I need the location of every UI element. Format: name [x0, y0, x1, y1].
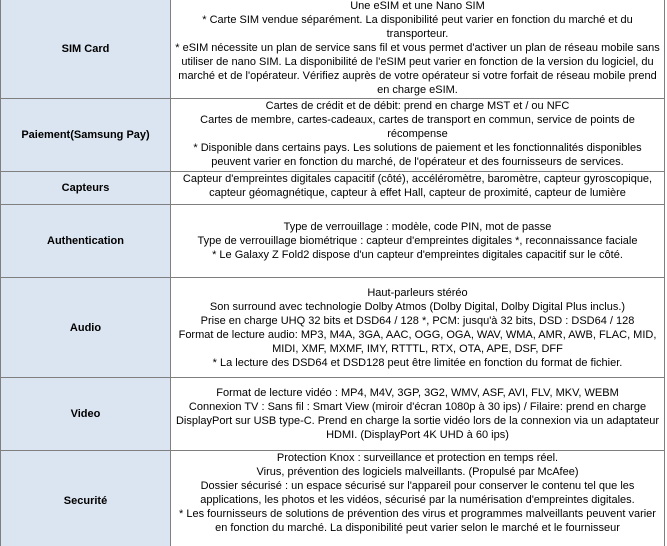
spec-value — [171, 172, 665, 205]
spec-line: Format de lecture audio: MP3, M4A, 3GA, AAC, OGG, OGA, WAV, WMA, AMR, AWB, FLAC, MID, MIDI, XMF, MXMF, IMY, RTTTL, RTX, OTA, APE, DSF, DFF — [178, 328, 657, 355]
spec-line: Haut-parleurs stéréo — [367, 286, 468, 299]
spec-label: Capteurs — [1, 172, 171, 205]
spec-label: Video — [1, 378, 171, 451]
spec-line: Cartes de membre, cartes-cadeaux, cartes de transport en commun, service de points de récompense — [200, 114, 635, 140]
spec-line: * Carte SIM vendue séparément. La disponibilité peut varier en fonction du marché et du transporteur. — [202, 14, 633, 40]
spec-line: Son surround avec technologie Dolby Atmos (Dolby Digital, Dolby Digital Plus inclus.) — [209, 300, 626, 313]
spec-label: Audio — [1, 278, 171, 378]
spec-line: Prise en charge UHQ 32 bits et DSD64 / 128 *, PCM: jusqu'à 32 bits, DSD : DSD64 / 128 — [200, 314, 635, 327]
spec-row-video — [1, 378, 665, 451]
spec-value — [171, 278, 665, 378]
spec-line: Cartes de crédit et de débit: prend en charge MST et / ou NFC — [265, 100, 570, 112]
spec-row-sensors — [1, 172, 665, 205]
spec-label: Securité — [1, 451, 171, 546]
spec-label: Authentication — [1, 205, 171, 278]
spec-value — [171, 205, 665, 278]
spec-line: Virus, prévention des logiciels malveillants. (Propulsé par McAfee) — [256, 466, 579, 478]
spec-line: * Disponible dans certains pays. Les solutions de paiement et les fonctionnalités disponibles peuvent varier en fonction du marché, de l'opérateur et des fournisseurs de services. — [193, 142, 642, 168]
spec-line: Une eSIM et une Nano SIM — [350, 0, 485, 12]
spec-line: Type de verrouillage : modèle, code PIN, mot de passe — [283, 221, 552, 233]
spec-table-body — [1, 0, 665, 546]
spec-line: Format de lecture vidéo : MP4, M4V, 3GP, 3G2, WMV, ASF, AVI, FLV, MKV, WEBM — [216, 387, 619, 399]
spec-label: SIM Card — [1, 0, 171, 99]
spec-label: Paiement(Samsung Pay) — [1, 99, 171, 172]
spec-line: Type de verrouillage biométrique : capteur d'empreintes digitales *, reconnaissance faciale — [197, 235, 638, 247]
spec-line: * eSIM nécessite un plan de service sans fil et vous permet d'activer un plan de réseau mobile sans utiliser de nano SIM. La disponibilité de l'eSIM peut varier en fonction de la version du logiciel, du marché et de l'opérateur. Vérifiez auprès de votre opérateur si votre forfait de réseau mobile prend en charge eSIM. — [175, 42, 660, 96]
spec-row-security — [1, 451, 665, 546]
spec-line: * Le Galaxy Z Fold2 dispose d'un capteur d'empreintes digitales capacitif sur le côté. — [212, 249, 623, 261]
spec-value — [171, 99, 665, 172]
spec-value — [171, 0, 665, 99]
spec-row-authentication — [1, 205, 665, 278]
spec-line: Capteur d'empreintes digitales capacitif (côté), accéléromètre, baromètre, capteur gyroscopique, capteur géomagnétique, capteur à effet Hall, capteur de proximité, capteur de lumière — [182, 173, 653, 199]
spec-row-sim-card — [1, 0, 665, 99]
spec-line: * La lecture des DSD64 et DSD128 peut être limitée en fonction du format de fichier. — [212, 356, 623, 369]
spec-row-audio — [1, 278, 665, 378]
spec-value — [171, 378, 665, 451]
spec-line: Dossier sécurisé : un espace sécurisé sur l'appareil pour conserver le contenu tel que les applications, les photos et les vidéos, sécurisé par la numérisation d'empreintes digitales. — [200, 480, 635, 506]
spec-line: Connexion TV : Sans fil : Smart View (miroir d'écran 1080p à 30 ips) / Filaire: prend en charge DisplayPort sur USB type-C. Prend en charge la sortie vidéo lors de la connexion via un adaptateur HDMI. (DisplayPort 4K UHD à 60 ips) — [175, 401, 660, 441]
spec-row-payment — [1, 99, 665, 172]
spec-line: Protection Knox : surveillance et protection en temps réel. — [276, 452, 559, 464]
spec-line: * Les fournisseurs de solutions de prévention des virus et programmes malveillants peuvent varier en fonction du marché. La disponibilité peut varier selon le marché et le fournisseur — [179, 508, 656, 534]
spec-value — [171, 451, 665, 546]
